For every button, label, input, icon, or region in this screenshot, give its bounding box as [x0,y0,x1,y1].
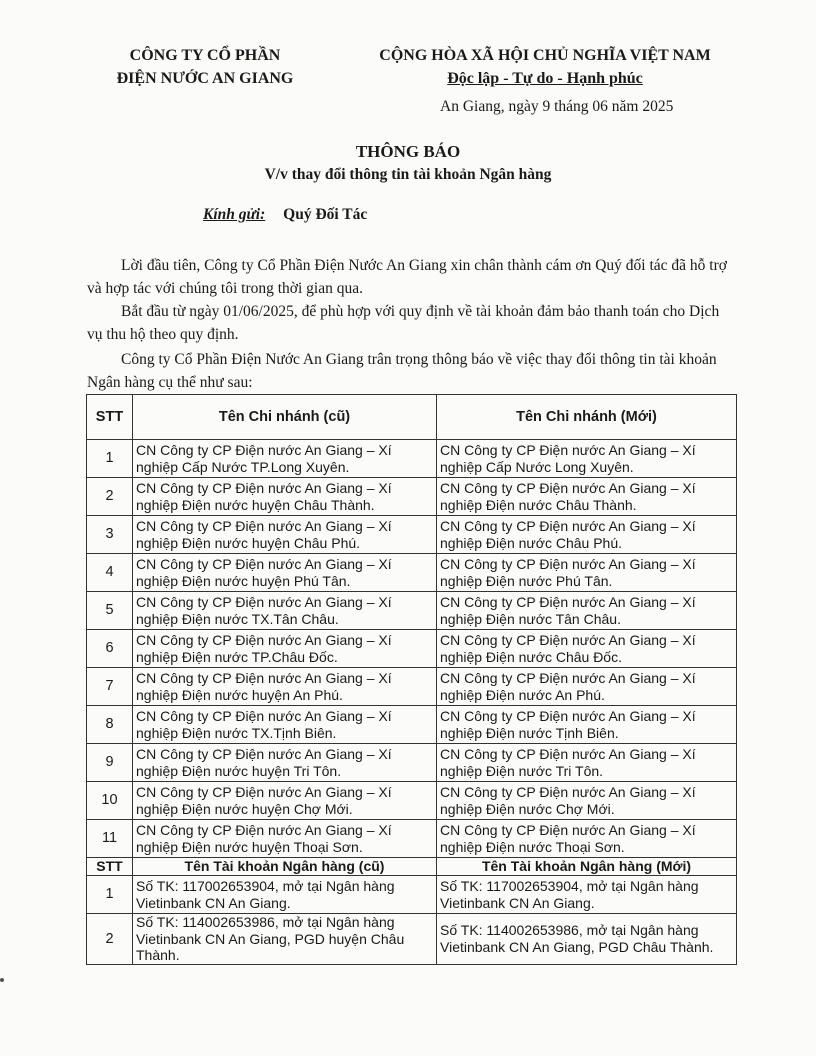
table-row [87,706,737,744]
table-cell: CN Công ty CP Điện nước An Giang – Xí nghiệp Điện nước huyện Phú Tân. [133,554,437,592]
row-number: 11 [87,820,133,858]
table-cell: CN Công ty CP Điện nước An Giang – Xí nghiệp Điện nước TX.Tân Châu. [133,592,437,630]
row-number: 8 [87,706,133,744]
table-cell: CN Công ty CP Điện nước An Giang – Xí nghiệp Điện nước huyện An Phú. [133,668,437,706]
greeting [203,206,367,224]
table-row [87,592,737,630]
table-header-cell: STT [87,858,133,876]
table-header-row [87,395,737,440]
table-header-cell: STT [87,395,133,440]
table-cell: CN Công ty CP Điện nước An Giang – Xí nghiệp Điện nước Châu Thành. [437,478,737,516]
table-cell: Số TK: 114002653986, mở tại Ngân hàng Vietinbank CN An Giang, PGD huyện Châu Thành. [133,914,437,965]
table-cell: CN Công ty CP Điện nước An Giang – Xí nghiệp Điện nước huyện Thoại Sơn. [133,820,437,858]
table-cell: CN Công ty CP Điện nước An Giang – Xí nghiệp Điện nước huyện Châu Phú. [133,516,437,554]
row-number: 6 [87,630,133,668]
row-number: 9 [87,744,133,782]
table-cell: CN Công ty CP Điện nước An Giang – Xí nghiệp Điện nước Chợ Mới. [437,782,737,820]
table-row [87,820,737,858]
row-number: 1 [87,876,133,914]
table-cell: CN Công ty CP Điện nước An Giang – Xí nghiệp Điện nước Phú Tân. [437,554,737,592]
table-header-cell: Tên Chi nhánh (cũ) [133,395,437,440]
table-header-cell: Tên Tài khoản Ngân hàng (Mới) [437,858,737,876]
table-row [87,478,737,516]
row-number: 5 [87,592,133,630]
row-number: 1 [87,440,133,478]
table-cell: Số TK: 117002653904, mở tại Ngân hàng Vietinbank CN An Giang. [437,876,737,914]
table-row [87,744,737,782]
company-name-line1: CÔNG TY CỔ PHẦN [129,47,281,64]
table-cell: CN Công ty CP Điện nước An Giang – Xí nghiệp Điện nước Châu Đốc. [437,630,737,668]
row-number: 4 [87,554,133,592]
nation-name: CỘNG HÒA XÃ HỘI CHỦ NGHĨA VIỆT NAM [379,47,711,64]
paragraph-2: Bắt đầu từ ngày 01/06/2025, để phù hợp với quy định về tài khoản đảm bảo thanh toán cho Dịch vụ thu hộ theo quy định. [87,303,720,343]
table-cell: CN Công ty CP Điện nước An Giang – Xí nghiệp Điện nước Tân Châu. [437,592,737,630]
table-cell: CN Công ty CP Điện nước An Giang – Xí nghiệp Cấp Nước Long Xuyên. [437,440,737,478]
table-header-row [87,858,737,876]
company-name-block [95,44,315,90]
table-row [87,782,737,820]
table-row [87,516,737,554]
table-cell: CN Công ty CP Điện nước An Giang – Xí nghiệp Điện nước TP.Châu Đốc. [133,630,437,668]
document-title: THÔNG BÁO [355,142,461,161]
date-line: An Giang, ngày 9 tháng 06 năm 2025 [440,98,674,115]
table-cell: CN Công ty CP Điện nước An Giang – Xí nghiệp Điện nước Tri Tôn. [437,744,737,782]
greeting-label: Kính gửi: [203,206,266,223]
table-cell: CN Công ty CP Điện nước An Giang – Xí nghiệp Điện nước TX.Tịnh Biên. [133,706,437,744]
greeting-recipient: Quý Đối Tác [283,206,368,223]
table-cell: Số TK: 114002653986, mở tại Ngân hàng Vietinbank CN An Giang, PGD Châu Thành. [437,914,737,965]
table-cell: Số TK: 117002653904, mở tại Ngân hàng Vietinbank CN An Giang. [133,876,437,914]
scan-speck [0,978,4,982]
table-cell: CN Công ty CP Điện nước An Giang – Xí nghiệp Điện nước huyện Tri Tôn. [133,744,437,782]
table-row [87,876,737,914]
table-row [87,440,737,478]
table-cell: CN Công ty CP Điện nước An Giang – Xí nghiệp Điện nước Thoại Sơn. [437,820,737,858]
table-cell: CN Công ty CP Điện nước An Giang – Xí nghiệp Điện nước Châu Phú. [437,516,737,554]
row-number: 7 [87,668,133,706]
document-subtitle: V/v thay đổi thông tin tài khoản Ngân hàng [264,166,552,183]
table-cell: CN Công ty CP Điện nước An Giang – Xí nghiệp Cấp Nước TP.Long Xuyên. [133,440,437,478]
bank-change-table [86,394,737,965]
row-number: 2 [87,914,133,965]
motto: Độc lập - Tự do - Hạnh phúc [447,70,643,87]
row-number: 2 [87,478,133,516]
table-row [87,914,737,965]
company-name-line2: ĐIỆN NƯỚC AN GIANG [116,70,294,87]
table-cell: CN Công ty CP Điện nước An Giang – Xí nghiệp Điện nước huyện Chợ Mới. [133,782,437,820]
paragraph-1: Lời đầu tiên, Công ty Cổ Phần Điện Nước An Giang xin chân thành cám ơn Quý đối tác đã hỗ trợ và hợp tác với chúng tôi trong thời gian qua. [87,257,727,297]
table-row [87,668,737,706]
table-row [87,630,737,668]
table-row [87,554,737,592]
paragraph-3: Công ty Cổ Phần Điện Nước An Giang trân trọng thông báo về việc thay đổi thông tin tài khoản Ngân hàng cụ thể như sau: [87,351,717,391]
national-motto-block [360,44,730,90]
table-cell: CN Công ty CP Điện nước An Giang – Xí nghiệp Điện nước An Phú. [437,668,737,706]
row-number: 10 [87,782,133,820]
table-cell: CN Công ty CP Điện nước An Giang – Xí nghiệp Điện nước huyện Châu Thành. [133,478,437,516]
table-header-cell: Tên Tài khoản Ngân hàng (cũ) [133,858,437,876]
table-cell: CN Công ty CP Điện nước An Giang – Xí nghiệp Điện nước Tịnh Biên. [437,706,737,744]
row-number: 3 [87,516,133,554]
table-header-cell: Tên Chi nhánh (Mới) [437,395,737,440]
